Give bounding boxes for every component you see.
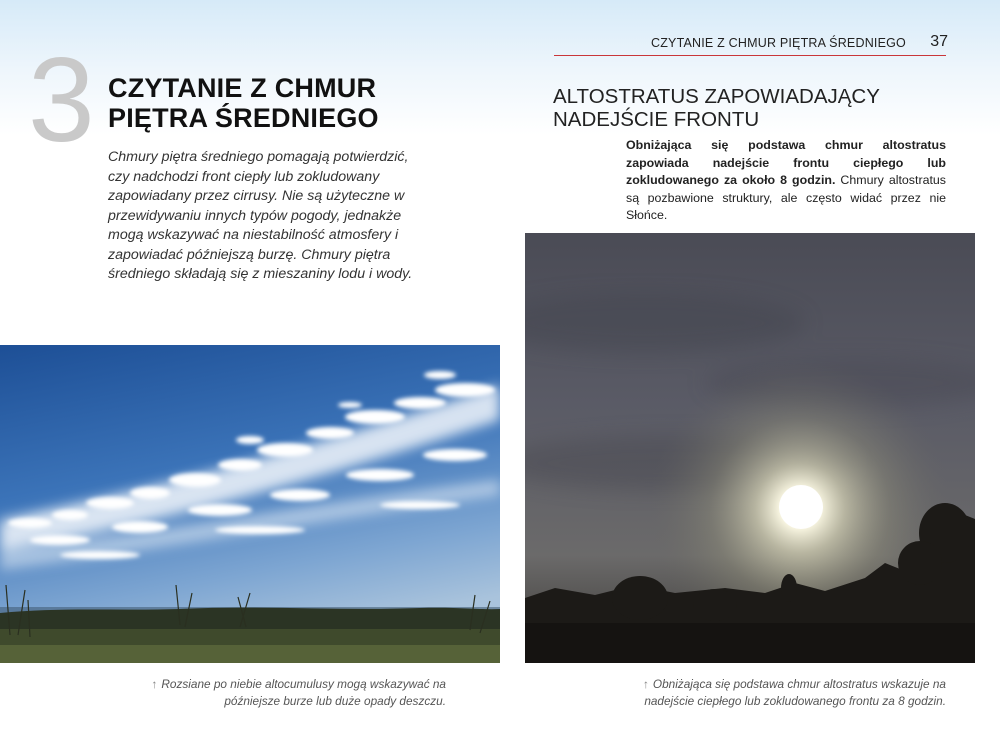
section-body-text: Chmury altostratus są pozbawione struktury, ale często widać przez nie Słońce.: [626, 173, 946, 223]
arrow-up-icon: ↑: [642, 677, 649, 691]
chapter-title-line2: PIĘTRA ŚREDNIEGO: [108, 103, 379, 133]
chapter-title-line1: CZYTANIE Z CHMUR: [108, 73, 377, 103]
altocumulus-photo: [0, 345, 500, 663]
arrow-up-icon: ↑: [151, 677, 158, 691]
section-body: [626, 137, 946, 225]
page-number: 37: [930, 33, 948, 50]
left-caption-text: Rozsiane po niebie altocumulusy mogą wskazywać na późniejsze burze lub duże opady deszczu.: [161, 677, 446, 708]
header-rule: [554, 55, 946, 56]
running-title: CZYTANIE Z CHMUR PIĘTRA ŚREDNIEGO: [650, 36, 906, 50]
right-photo-caption: [600, 676, 946, 709]
section-title-line1: ALTOSTRATUS ZAPOWIADAJĄCY: [553, 85, 880, 108]
chapter-title: [108, 73, 438, 133]
section-title-line2: NADEJŚCIE FRONTU: [553, 108, 760, 131]
chapter-number: 3: [28, 33, 95, 167]
right-caption-text: Obniżająca się podstawa chmur altostratus wskazuje na nadejście ciepłego lub zokludowanego frontu za 8 godzin.: [644, 677, 946, 708]
chapter-intro: Chmury piętra średniego pomagają potwierdzić, czy nadchodzi front ciepły lub zokludowany zapowiadany przez cirrusy. Nie są użyteczne w przewidywaniu innych typów pogody, jednakże mogą wskazywać na niestabilność atmosfery i zapowiadać późniejszą burzę. Chmury piętra średniego składają się z mieszaniny lodu i wody.: [108, 149, 413, 282]
left-photo-caption: [130, 676, 446, 709]
altostratus-photo: [525, 233, 975, 663]
section-body-lead: Obniżająca się podstawa chmur altostratus zapowiada nadejście frontu ciepłego lub zokludowanego za około 8 godzin.: [626, 138, 946, 188]
section-title: [553, 85, 933, 131]
